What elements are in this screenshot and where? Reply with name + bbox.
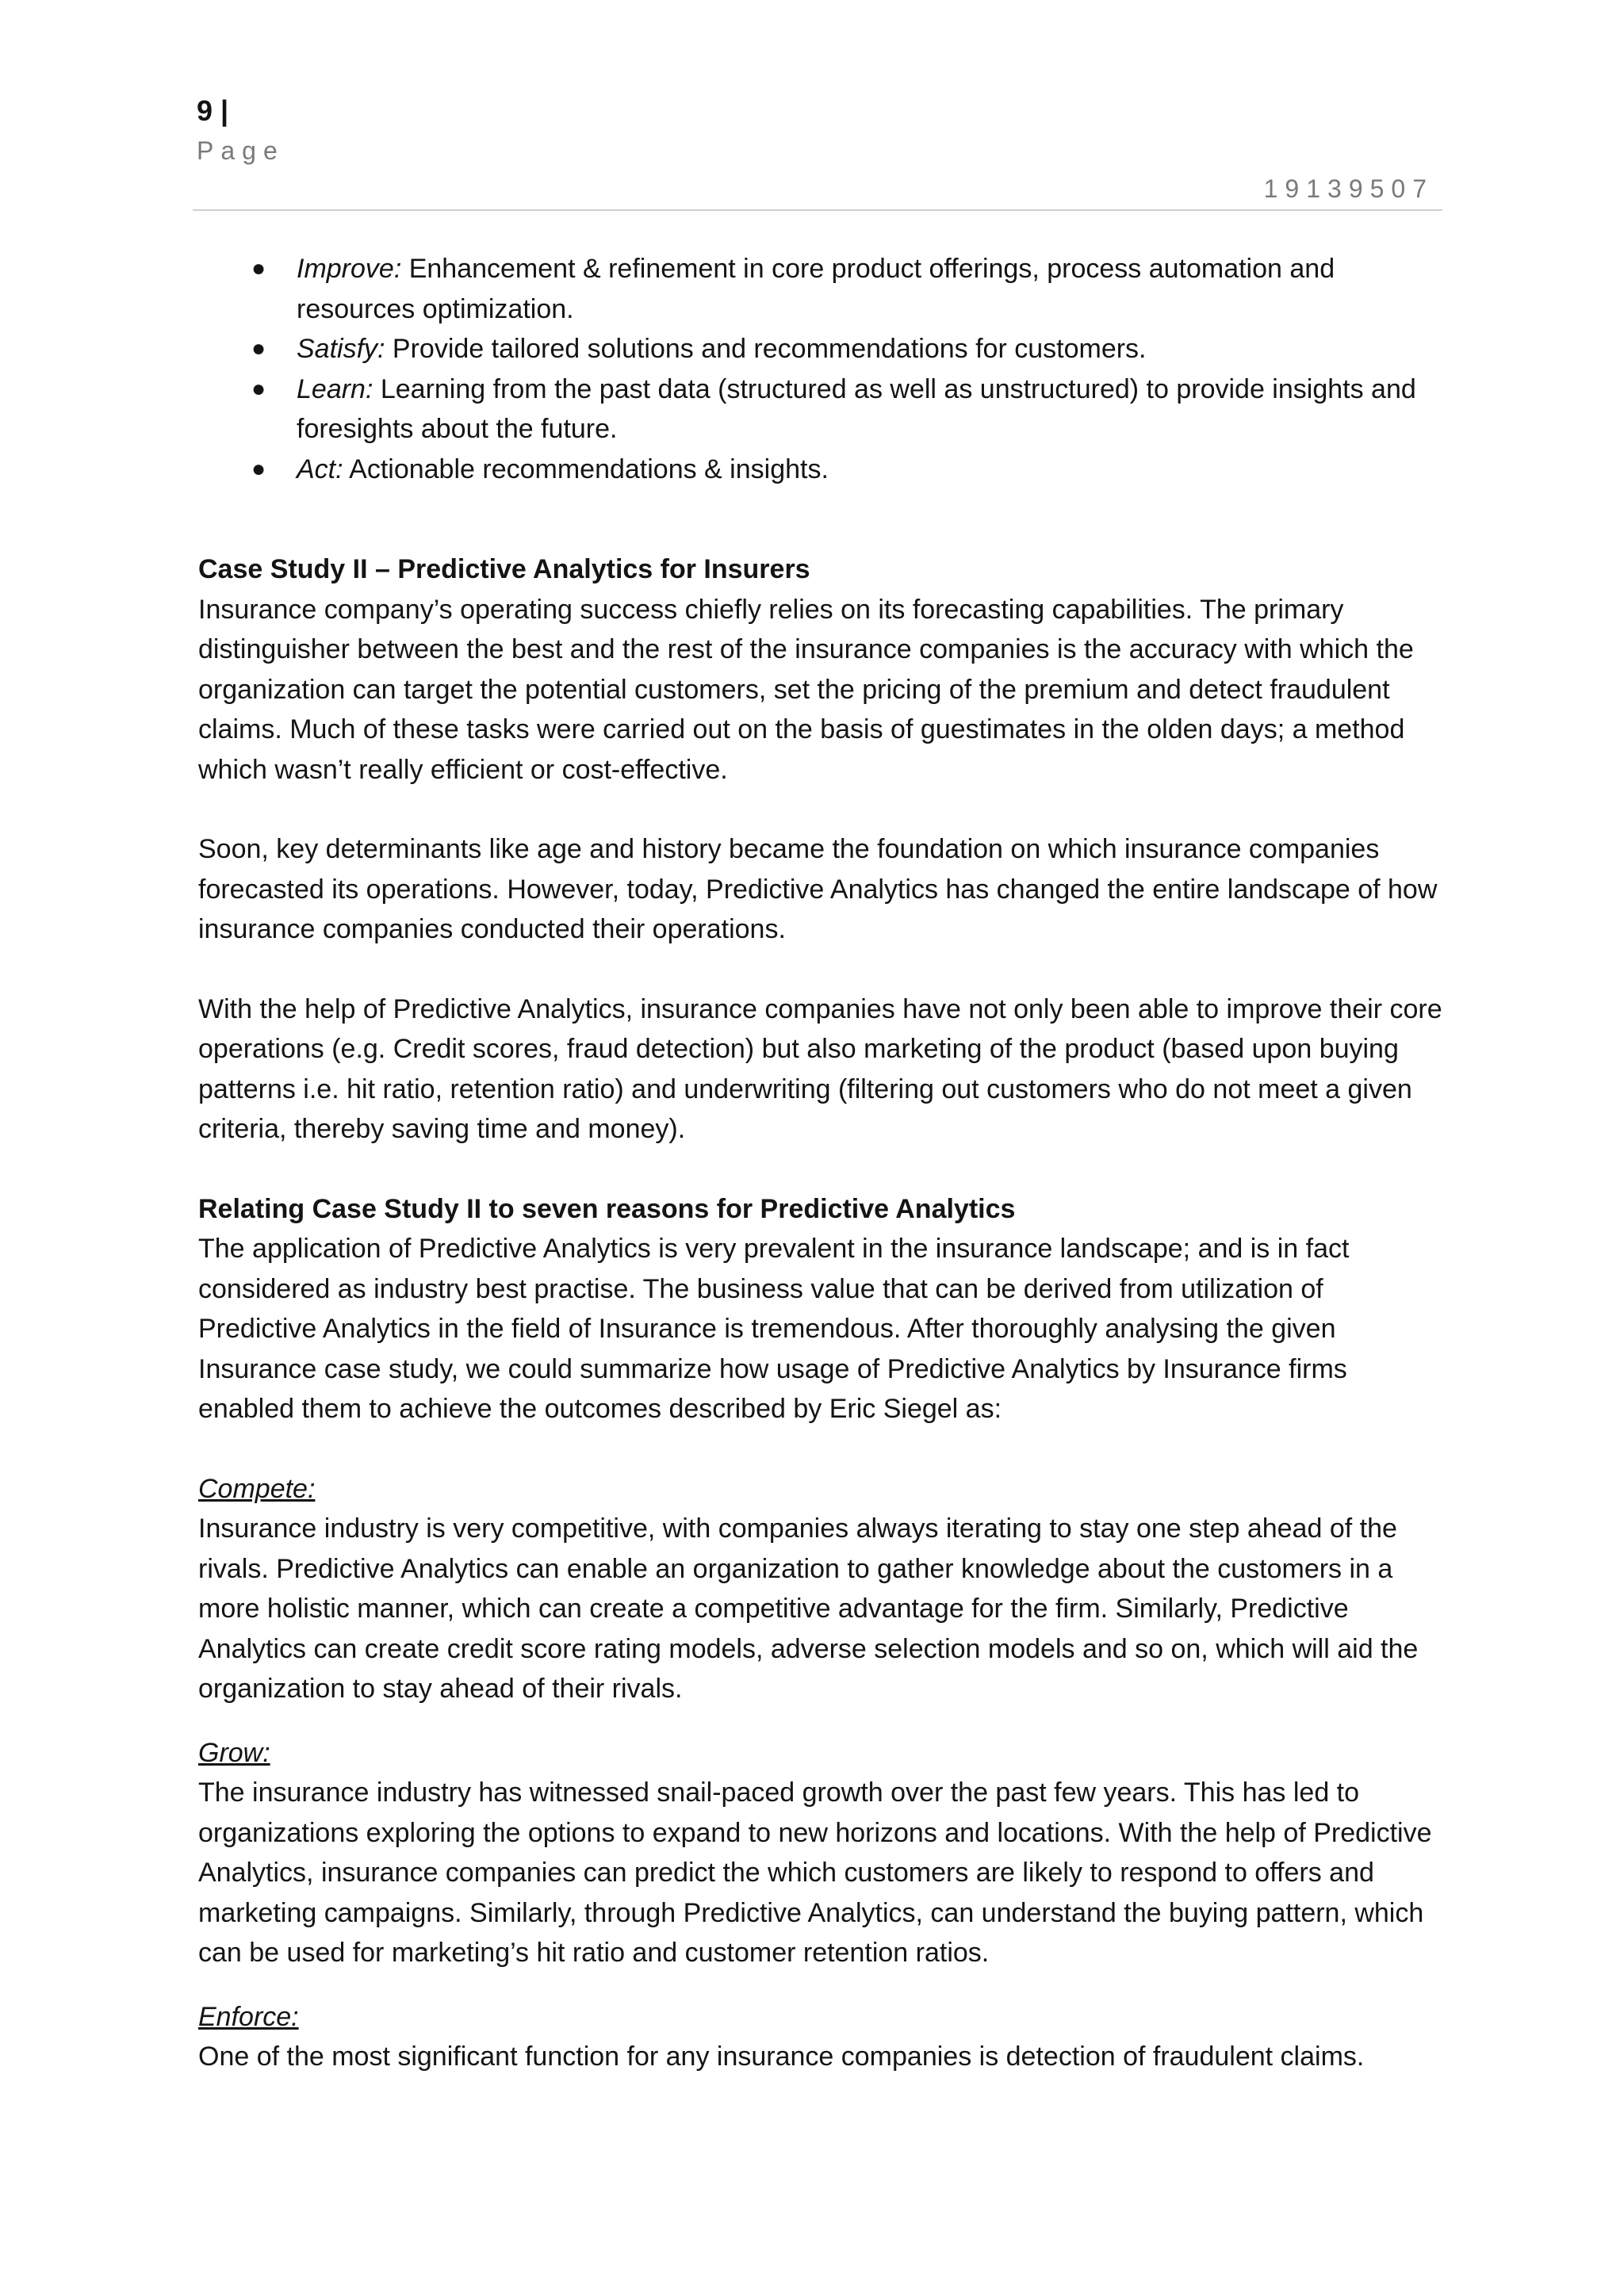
list-item <box>198 369 1443 450</box>
outcomes-list <box>198 249 1443 489</box>
page-content <box>198 249 1443 2077</box>
list-item <box>198 329 1443 369</box>
case-study-heading: Case Study II – Predictive Analytics for Insurers <box>198 554 810 584</box>
student-id: 19139507 <box>1263 174 1434 203</box>
section-title-enforce: Enforce: <box>198 2001 299 2032</box>
header-divider <box>193 209 1442 211</box>
relating-intro: The application of Predictive Analytics is very prevalent in the insurance landscape; and is in fact considered as industry best practise. The business value that can be derived from utilization of Predictive Analytics in the field of Insurance is tremendous. After thoroughly analysing the given Insurance case study, we could summarize how usage of Predictive Analytics by Insurance firms enabled them to achieve the outcomes described by Eric Siegel as: <box>198 1234 1350 1424</box>
bullet-text: Provide tailored solutions and recommendations for customers. <box>385 334 1147 364</box>
section-text-grow: The insurance industry has witnessed snail-paced growth over the past few years. This has led to organizations exploring the options to expand to new horizons and locations. With the help of Predictive Analytics, insurance companies can predict the which customers are likely to respond to offers and marketing campaigns. Similarly, through Predictive Analytics, can understand the buying pattern, which can be used for marketing’s hit ratio and customer retention ratios. <box>198 1777 1432 1968</box>
section-title-compete: Compete: <box>198 1473 316 1504</box>
case-study-paragraph: With the help of Predictive Analytics, insurance companies have not only been able to improve their core operations (e.g. Credit scores, fraud detection) but also marketing of the product (based upon buying patterns i.e. hit ratio, retention ratio) and underwriting (filtering out customers who do not meet a given criteria, thereby saving time and money). <box>198 993 1442 1144</box>
list-item <box>198 450 1443 490</box>
page-number: 9 | <box>197 94 229 127</box>
bullet-term: Improve: <box>297 254 402 284</box>
bullet-term: Learn: <box>297 373 373 404</box>
bullet-icon: ● <box>251 335 266 362</box>
bullet-icon: ● <box>251 255 266 281</box>
bullet-term: Satisfy: <box>297 334 385 364</box>
bullet-text: Enhancement & refinement in core product offerings, process automation and resources optimization. <box>297 254 1335 324</box>
section-text-compete: Insurance industry is very competitive, with companies always iterating to stay one step ahead of the rivals. Predictive Analytics can enable an organization to gather knowledge about the customers in a more holistic manner, which can create a competitive advantage for the firm. Similarly, Predictive Analytics can create credit score rating models, adverse selection models and so on, which will aid the organization to stay ahead of their rivals. <box>198 1513 1419 1704</box>
case-study-paragraph: Soon, key determinants like age and history became the foundation on which insurance companies forecasted its operations. However, today, Predictive Analytics has changed the entire landscape of how insurance companies conducted their operations. <box>198 834 1438 944</box>
bullet-text: Actionable recommendations & insights. <box>343 453 829 484</box>
bullet-term: Act: <box>297 453 343 484</box>
section-text-enforce: One of the most significant function for any insurance companies is detection of fraudulent claims. <box>198 2042 1365 2072</box>
bullet-icon: ● <box>251 375 266 402</box>
case-study-paragraph: Insurance company’s operating success chiefly relies on its forecasting capabilities. The primary distinguisher between the best and the rest of the insurance companies is the accuracy with which the organization can target the potential customers, set the pricing of the premium and detect fraudulent claims. Much of these tasks were carried out on the basis of guestimates in the olden days; a method which wasn’t really efficient or cost-effective. <box>198 594 1414 785</box>
bullet-icon: ● <box>251 455 266 482</box>
section-title-grow: Grow: <box>198 1737 270 1768</box>
page-label: Page <box>197 136 285 165</box>
bullet-text: Learning from the past data (structured as well as unstructured) to provide insights and foresights about the future. <box>297 373 1416 444</box>
relating-heading: Relating Case Study II to seven reasons for Predictive Analytics <box>198 1193 1016 1224</box>
list-item <box>198 249 1443 329</box>
